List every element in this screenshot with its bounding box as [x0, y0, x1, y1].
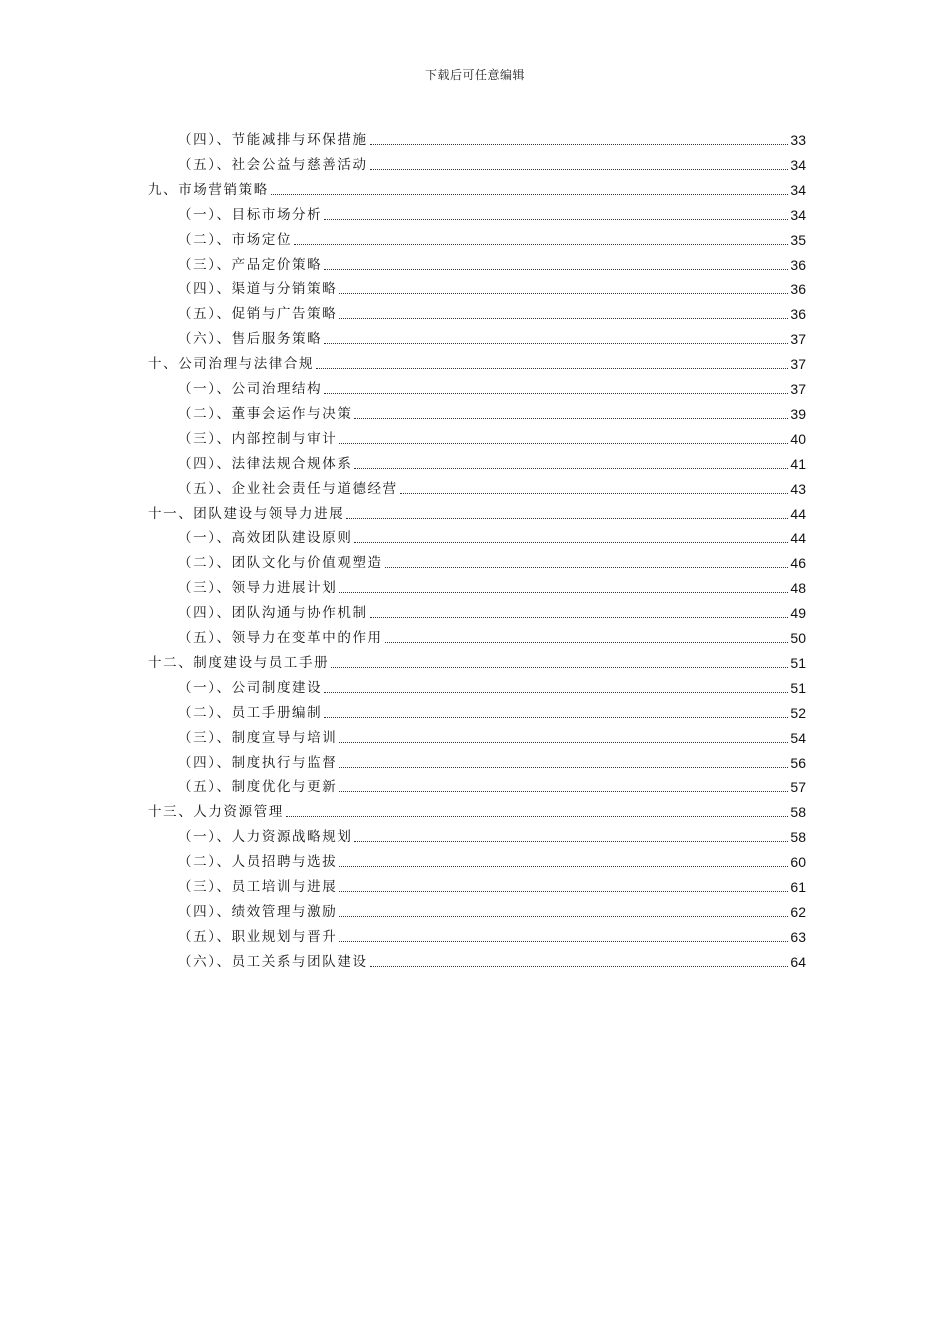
toc-entry-title: （五）、制度优化与更新 — [178, 779, 338, 796]
toc-dot-leader — [370, 169, 789, 170]
toc-page-number: 63 — [790, 928, 806, 945]
toc-page-number: 62 — [790, 903, 806, 920]
toc-dot-leader — [339, 941, 788, 942]
toc-dot-leader — [339, 916, 788, 917]
toc-entry-title: （五）、社会公益与慈善活动 — [178, 156, 368, 173]
toc-chapter-entry[interactable] — [148, 350, 806, 372]
toc-chapter-entry[interactable] — [148, 649, 806, 671]
toc-page-number: 37 — [790, 331, 806, 348]
toc-section-entry[interactable] — [178, 375, 806, 397]
toc-dot-leader — [354, 841, 788, 842]
toc-dot-leader — [339, 318, 788, 319]
toc-page-number: 44 — [790, 530, 806, 547]
toc-page-number: 58 — [790, 804, 806, 821]
toc-page-number: 54 — [790, 729, 806, 746]
toc-entry-title: 十三、人力资源管理 — [148, 804, 284, 821]
toc-section-entry[interactable] — [178, 574, 806, 596]
toc-page-number: 44 — [790, 505, 806, 522]
toc-section-entry[interactable] — [178, 948, 806, 970]
toc-dot-leader — [339, 742, 788, 743]
toc-section-entry[interactable] — [178, 599, 806, 621]
toc-dot-leader — [271, 194, 789, 195]
toc-entry-title: （二）、董事会运作与决策 — [178, 405, 353, 422]
toc-dot-leader — [324, 269, 788, 270]
toc-dot-leader — [339, 592, 788, 593]
toc-entry-title: （五）、职业规划与晋升 — [178, 928, 338, 945]
toc-page-number: 64 — [790, 953, 806, 970]
toc-entry-title: （三）、员工培训与进展 — [178, 879, 338, 895]
toc-entry-title: （四）、法律法规合规体系 — [178, 455, 353, 472]
toc-dot-leader — [339, 293, 788, 294]
toc-page-number: 43 — [790, 480, 806, 497]
toc-page-number: 60 — [790, 854, 806, 871]
toc-dot-leader — [385, 642, 789, 643]
toc-section-entry[interactable] — [178, 251, 806, 273]
toc-chapter-entry[interactable] — [148, 176, 806, 198]
toc-section-entry[interactable] — [178, 749, 806, 771]
toc-section-entry[interactable] — [178, 325, 806, 347]
toc-page-number: 61 — [790, 879, 806, 895]
toc-dot-leader — [339, 866, 788, 867]
toc-entry-title: 十一、团队建设与领导力进展 — [148, 505, 345, 522]
toc-page-number: 52 — [790, 704, 806, 721]
toc-dot-leader — [294, 244, 788, 245]
toc-page-number: 36 — [790, 281, 806, 298]
toc-section-entry[interactable] — [178, 823, 806, 845]
toc-dot-leader — [324, 343, 788, 344]
toc-section-entry[interactable] — [178, 524, 806, 546]
toc-section-entry[interactable] — [178, 151, 806, 173]
toc-dot-leader — [354, 418, 788, 419]
toc-dot-leader — [354, 542, 788, 543]
toc-entry-title: （一）、公司制度建设 — [178, 679, 323, 696]
toc-dot-leader — [354, 468, 788, 469]
toc-page-number: 46 — [790, 555, 806, 572]
toc-page-number: 33 — [790, 132, 806, 148]
toc-page-number: 40 — [790, 430, 806, 447]
toc-page-number: 37 — [790, 381, 806, 397]
toc-entry-title: 九、市场营销策略 — [148, 181, 269, 198]
toc-dot-leader — [316, 368, 788, 369]
toc-entry-title: 十二、制度建设与员工手册 — [148, 654, 330, 671]
toc-page-number: 35 — [790, 231, 806, 248]
toc-section-entry[interactable] — [178, 898, 806, 920]
toc-entry-title: （四）、绩效管理与激励 — [178, 903, 338, 920]
toc-entry-title: （一）、目标市场分析 — [178, 206, 323, 223]
toc-section-entry[interactable] — [178, 425, 806, 447]
toc-page-number: 48 — [790, 580, 806, 597]
toc-dot-leader — [400, 493, 789, 494]
toc-page-number: 41 — [790, 455, 806, 472]
toc-section-entry[interactable] — [178, 699, 806, 721]
toc-dot-leader — [331, 667, 788, 668]
toc-section-entry[interactable] — [178, 226, 806, 248]
toc-entry-title: （五）、促销与广告策略 — [178, 306, 338, 323]
toc-page-number: 58 — [790, 829, 806, 846]
toc-section-entry[interactable] — [178, 450, 806, 472]
toc-dot-leader — [324, 393, 788, 394]
toc-entry-title: （二）、人员招聘与选拔 — [178, 854, 338, 871]
toc-entry-title: （一）、公司治理结构 — [178, 381, 323, 397]
toc-page-number: 49 — [790, 605, 806, 622]
toc-entry-title: 十、公司治理与法律合规 — [148, 356, 315, 373]
toc-entry-title: （二）、团队文化与价值观塑造 — [178, 555, 383, 572]
toc-dot-leader — [324, 692, 788, 693]
toc-page-number: 36 — [790, 256, 806, 273]
toc-entry-title: （一）、人力资源战略规划 — [178, 829, 353, 846]
toc-page-number: 51 — [790, 679, 806, 696]
toc-dot-leader — [286, 816, 789, 817]
toc-section-entry[interactable] — [178, 624, 806, 646]
toc-section-entry[interactable] — [178, 923, 806, 945]
toc-dot-leader — [370, 144, 789, 145]
toc-section-entry[interactable] — [178, 126, 806, 148]
toc-entry-title: （五）、企业社会责任与道德经营 — [178, 480, 398, 497]
toc-entry-title: （四）、制度执行与监督 — [178, 754, 338, 771]
toc-entry-title: （三）、领导力进展计划 — [178, 580, 338, 597]
toc-entry-title: （三）、内部控制与审计 — [178, 430, 338, 447]
toc-section-entry[interactable] — [178, 400, 806, 422]
toc-dot-leader — [385, 567, 789, 568]
toc-page-number: 56 — [790, 754, 806, 771]
toc-entry-title: （四）、团队沟通与协作机制 — [178, 605, 368, 622]
toc-section-entry[interactable] — [178, 724, 806, 746]
toc-page-number: 34 — [790, 206, 806, 223]
page-header: 下载后可任意编辑 — [424, 68, 525, 82]
toc-dot-leader — [370, 617, 789, 618]
toc-section-entry[interactable] — [178, 201, 806, 223]
toc-dot-leader — [339, 891, 788, 892]
toc-page-number: 36 — [790, 306, 806, 323]
toc-section-entry[interactable] — [178, 475, 806, 497]
toc-chapter-entry[interactable] — [148, 500, 806, 522]
toc-dot-leader — [339, 791, 788, 792]
toc-entry-title: （六）、员工关系与团队建设 — [178, 953, 368, 970]
toc-section-entry[interactable] — [178, 773, 806, 795]
toc-entry-title: （四）、渠道与分销策略 — [178, 281, 338, 298]
toc-entry-title: （五）、领导力在变革中的作用 — [178, 630, 383, 646]
toc-entry-title: （三）、制度宣导与培训 — [178, 729, 338, 746]
toc-section-entry[interactable] — [178, 848, 806, 870]
toc-chapter-entry[interactable] — [148, 798, 806, 820]
toc-dot-leader — [339, 443, 788, 444]
toc-page-number: 50 — [790, 630, 806, 646]
toc-dot-leader — [339, 767, 788, 768]
toc-page-number: 37 — [790, 356, 806, 373]
toc-section-entry[interactable] — [178, 549, 806, 571]
toc-dot-leader — [324, 219, 788, 220]
toc-section-entry[interactable] — [178, 300, 806, 322]
toc-dot-leader — [370, 966, 789, 967]
toc-section-entry[interactable] — [178, 873, 806, 895]
toc-page-number: 51 — [790, 654, 806, 671]
toc-section-entry[interactable] — [178, 674, 806, 696]
toc-page-number: 57 — [790, 779, 806, 796]
toc-section-entry[interactable] — [178, 275, 806, 297]
toc-entry-title: （二）、员工手册编制 — [178, 704, 323, 721]
toc-dot-leader — [346, 518, 788, 519]
toc-entry-title: （四）、节能减排与环保措施 — [178, 132, 368, 148]
toc-entry-title: （三）、产品定价策略 — [178, 256, 323, 273]
toc-entry-title: （六）、售后服务策略 — [178, 331, 323, 348]
toc-page-number: 34 — [790, 181, 806, 198]
toc-entry-title: （二）、市场定位 — [178, 231, 293, 248]
toc-page-number: 34 — [790, 156, 806, 173]
toc-dot-leader — [324, 717, 788, 718]
toc-entry-title: （一）、高效团队建设原则 — [178, 530, 353, 547]
toc-page-number: 39 — [790, 405, 806, 422]
